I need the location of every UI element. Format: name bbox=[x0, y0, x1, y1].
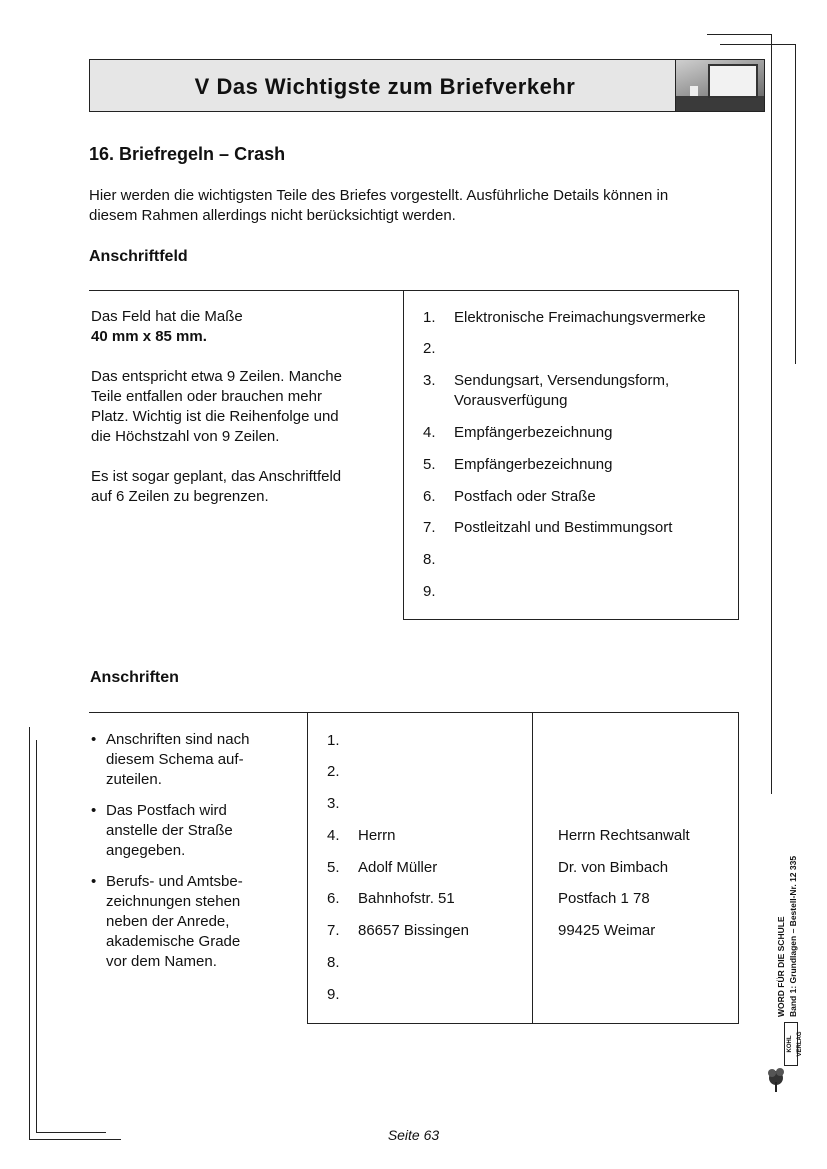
frame-top-right-v bbox=[771, 34, 772, 794]
feld-para3-line1: Es ist sogar geplant, das Anschriftfeld bbox=[91, 468, 342, 485]
publisher-sidebar bbox=[775, 807, 799, 1017]
sidebar-text: WORD FÜR DIE SCHULE Band 1: Grundlagen – Bestell-Nr. 12 335 bbox=[776, 855, 798, 1017]
intro-line-2: diesem Rahmen allerdings nicht berücksichtigt werden. bbox=[89, 207, 456, 224]
feld-para3-line2: auf 6 Zeilen zu begrenzen. bbox=[91, 488, 269, 505]
feld-masse-value: 40 mm x 85 mm. bbox=[91, 328, 207, 345]
feld-para2-line2: Teile entfallen oder brauchen mehr bbox=[91, 388, 322, 405]
frame-top-right-h2 bbox=[720, 44, 795, 45]
anschriften-heading: Anschriften bbox=[90, 669, 179, 686]
section-title: 16. Briefregeln – Crash bbox=[89, 144, 286, 164]
anschriftfeld-heading: Anschriftfeld bbox=[89, 248, 188, 265]
feld-para2-line4: die Höchstzahl von 9 Zeilen. bbox=[91, 428, 280, 445]
page-number: Seite 63 bbox=[387, 1127, 440, 1143]
anschriftfeld-top-rule bbox=[89, 290, 404, 291]
feld-para2-line3: Platz. Wichtig ist die Reihenfolge und bbox=[91, 408, 339, 425]
chapter-title: V Das Wichtigste zum Briefverkehr bbox=[194, 74, 576, 99]
frame-top-right-h bbox=[707, 34, 771, 35]
publisher-logo-text: KOHL VERLAG bbox=[784, 1024, 800, 1066]
bullet-item: • Berufs- und Amtsbe- zeichnungen stehen neben der Anrede, akademische Grade vor dem Namen. bbox=[91, 873, 243, 970]
frame-top-right-v2 bbox=[795, 44, 796, 364]
frame-bottom-left-v2 bbox=[36, 740, 37, 1132]
anschriften-column-divider bbox=[532, 712, 533, 1024]
feld-masse-text: Das Feld hat die Maße bbox=[91, 308, 243, 325]
chapter-banner bbox=[89, 59, 765, 112]
bullet-item: • Anschriften sind nach diesem Schema auf- zuteilen. bbox=[91, 731, 250, 788]
anschriften-bullets bbox=[91, 730, 291, 983]
intro-line-1: Hier werden die wichtigsten Teile des Briefes vorgestellt. Ausführliche Details können in bbox=[89, 187, 669, 204]
desk-computer-image bbox=[675, 60, 764, 111]
anschriften-top-rule bbox=[89, 712, 308, 713]
feld-para2-line1: Das entspricht etwa 9 Zeilen. Manche bbox=[91, 368, 342, 385]
bullet-item: • Das Postfach wird anstelle der Straße angegeben. bbox=[91, 802, 233, 859]
frame-bottom-left-v bbox=[29, 727, 30, 1139]
